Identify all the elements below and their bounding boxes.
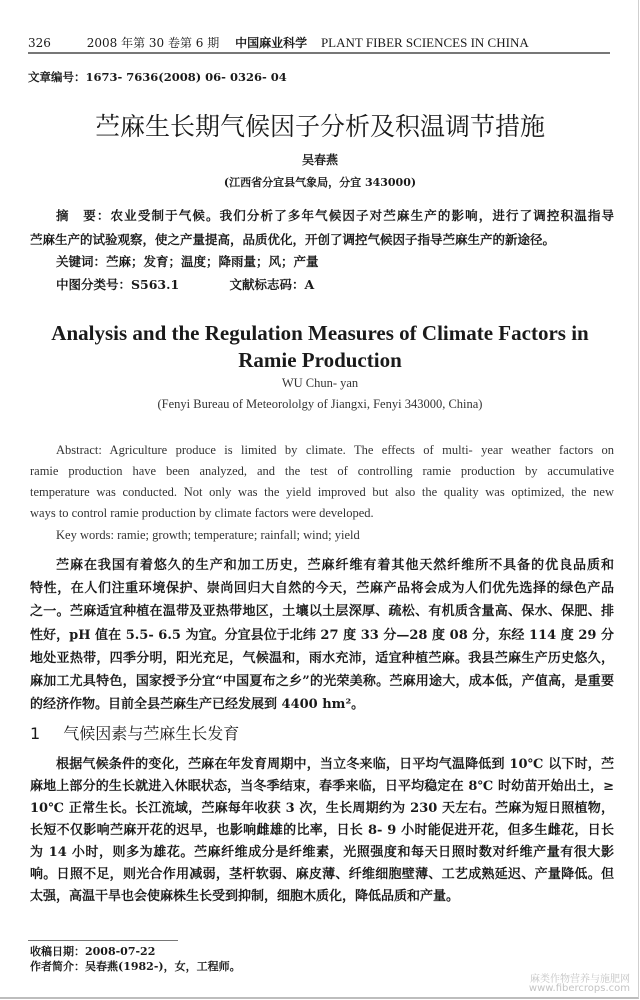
title-en-line: Analysis and the Regulation Measures of Climate Factors in [51, 321, 589, 345]
paragraph-line: 之一。苎麻适宜种植在温带及亚热带地区，土壤以土层深厚、疏松、有机质含量高、保水、保肥、排 [30, 604, 614, 619]
abstract-en-line: ways to control ramie production by climate factors were developed. [30, 506, 374, 520]
affiliation-en: (Fenyi Bureau of Meteorololgy of Jiangxi, Fenyi 343000, China) [157, 397, 483, 411]
abstract-en-line: ramie production have been analyzed, and the test of controlling ramie production by accumulative [30, 464, 614, 478]
paragraph-line: 性好，pH 值在 5.5- 6.5 为宜。分宜县位于北纬 27 度 33 分—28 度 08 分，东经 114 度 29 分 [30, 628, 614, 643]
classification-row [56, 275, 614, 295]
paragraph-line: 地处亚热带，四季分明，阳光充足，气候温和，雨水充沛，适宜种植苎麻。我县苎麻生产历史悠久， [30, 651, 614, 666]
received-date: 收稿日期：2008-07-22 [30, 945, 156, 958]
issue-info: 2008 年第 30 卷第 6 期 [86, 36, 220, 50]
section-number: 1 [30, 724, 41, 743]
paragraph-line: 苎麻在我国有着悠久的生产和加工历史，苎麻纤维有着其他天然纤维所不具备的优良品质和 [56, 558, 614, 573]
paragraph-line: 太强，高温干旱也会使麻株生长受到抑制，细胞木质化，降低品质和产量。 [30, 889, 460, 904]
journal-name-en: PLANT FIBER SCIENCES IN CHINA [320, 35, 529, 50]
page-number: 326 [28, 36, 51, 50]
keywords-en: Key words: ramie; growth; temperature; rainfall; wind; yield [56, 528, 360, 542]
watermark-url: www.fibercrops.com [528, 983, 630, 994]
author-bio: 作者简介：吴春燕(1982-)，女，工程师。 [30, 960, 241, 973]
title-cn: 苎麻生长期气候因子分析及积温调节措施 [94, 112, 545, 141]
header-rule [28, 52, 610, 54]
paragraph-line: 响。日照不足，则光合作用减弱，茎杆软弱、麻皮薄、纤维细胞壁薄、工艺成熟延迟、产量降低。但 [30, 867, 614, 882]
document-code: 文献标志码：A [229, 277, 315, 292]
clc-number: 中图分类号：S563.1 [56, 277, 180, 292]
title-en-line: Ramie Production [238, 348, 402, 372]
paragraph-line: 特性，在人们注重环境保护、崇尚回归大自然的今天，苎麻产品将会成为人们优先选择的绿色产品 [30, 581, 614, 596]
paragraph-line: 的经济作物。目前全县苎麻生产已经发展到 4400 hm²。 [30, 697, 365, 712]
abstract-en-line: temperature was conducted. Not only was the yield improved but also the quality was optimized, the new [30, 485, 614, 499]
footnote-rule [28, 940, 178, 941]
author-cn: 吴春燕 [301, 153, 338, 167]
affiliation-cn: (江西省分宜县气象局，分宜 343000) [223, 176, 417, 189]
paragraph-line: 10℃ 正常生长。长江流域，苎麻每年收获 3 次，生长周期约为 230 天左右。苎麻为短日照植物， [30, 801, 614, 816]
watermark-cn: 麻类作物营养与施肥网 [530, 974, 630, 985]
keywords-cn: 关键词：苎麻；发育；温度；降雨量；风；产量 [56, 254, 319, 269]
abstract-cn-line: 摘 要：农业受制于气候。我们分析了多年气候因子对苎麻生产的影响，进行了调控积温指导 [56, 208, 614, 223]
section-title: 气候因素与苎麻生长发育 [63, 724, 240, 743]
paragraph-line: 根据气候条件的变化，苎麻在年发育周期中，当立冬来临，日平均气温降低到 10℃ 以下时，苎 [56, 757, 614, 772]
running-header [28, 33, 613, 53]
section-heading [30, 722, 239, 746]
abstract-en-line: Abstract: Agriculture produce is limited by climate. The effects of multi- year weather factors on [56, 443, 614, 457]
journal-name-cn: 中国麻业科学 [235, 36, 308, 50]
paragraph-line: 麻加工尤具特色，国家授予分宜“中国夏布之乡”的光荣美称。苎麻用途大，成本低，产值高，是重要 [30, 674, 614, 689]
paragraph-line: 为 14 小时，则多为雄花。苎麻纤维成分是纤维素，光照强度和每天日照时数对纤维产量有很大影 [30, 845, 614, 860]
paragraph-line: 麻地上部分的生长就进入休眠状态，当冬季结束，春季来临，日平均稳定在 8℃ 时幼苗开始出土，≥ [30, 779, 614, 794]
abstract-cn-line: 苎麻生产的试验观察，使之产量提高，品质优化，开创了调控气候因子指导苎麻生产的新途径。 [30, 232, 556, 247]
author-en: WU Chun- yan [281, 376, 359, 390]
article-number: 文章编号：1673- 7636(2008) 06- 0326- 04 [28, 70, 287, 84]
paragraph-line: 长短不仅影响苎麻开花的迟早，也影响雌雄的比率，日长 8- 9 小时能促进开花，但多生雌花，日长 [30, 823, 614, 838]
